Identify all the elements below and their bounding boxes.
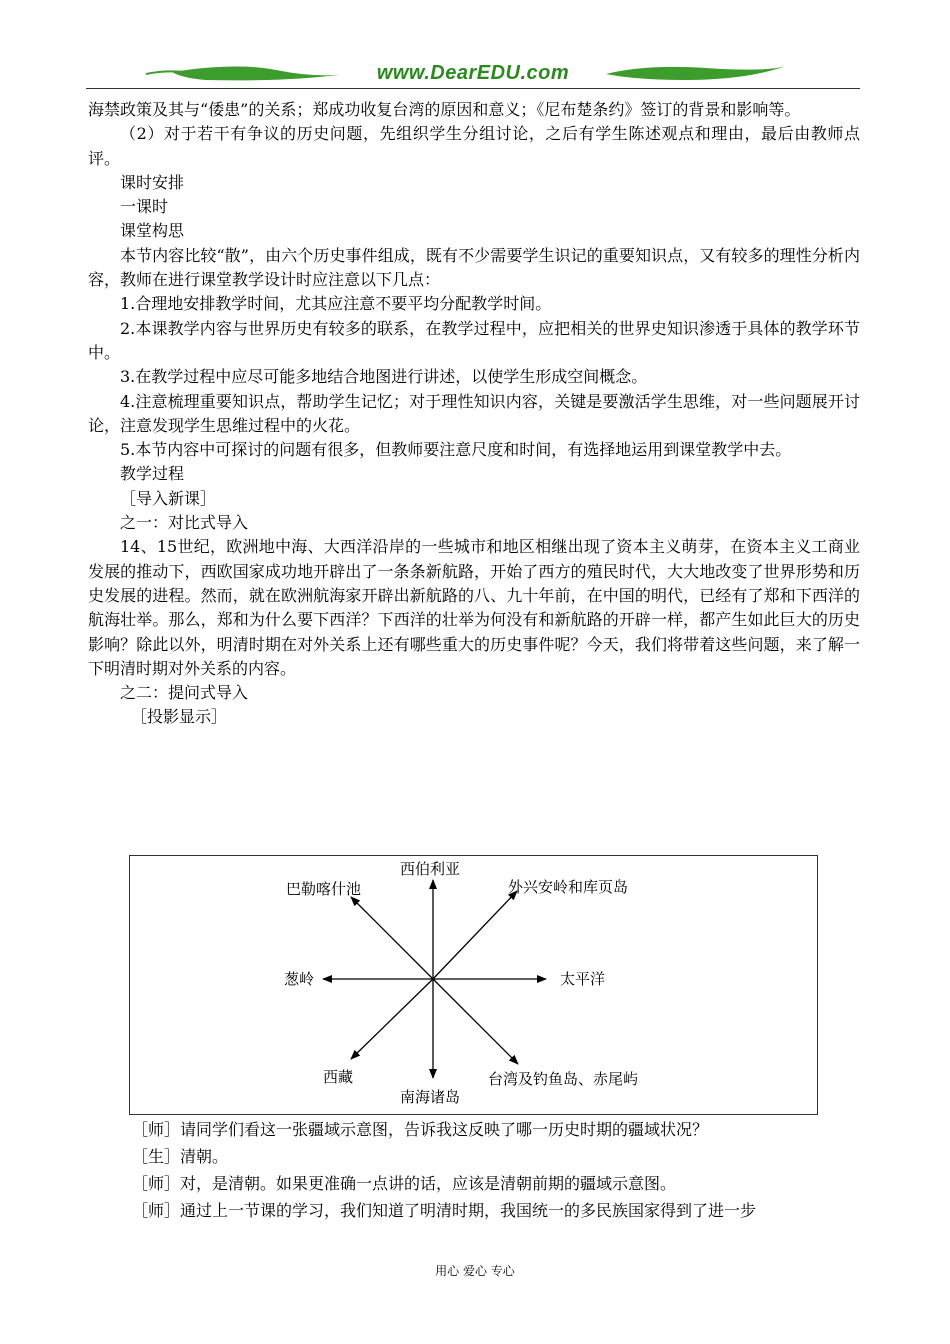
label-southwest: 西藏 bbox=[323, 1068, 354, 1086]
heading-concept: 课堂构思 bbox=[120, 221, 185, 241]
projection-label: ［投影显示］ bbox=[131, 707, 228, 727]
label-west: 葱岭 bbox=[284, 970, 315, 988]
label-northwest: 巴勒喀什池 bbox=[286, 880, 362, 898]
dialog-section bbox=[132, 1116, 860, 1224]
label-northeast: 外兴安岭和库页岛 bbox=[508, 878, 629, 896]
dialog-line: ［师］对，是清朝。如果更准确一点讲的话，应该是清朝前期的疆域示意图。 bbox=[132, 1174, 677, 1193]
label-south: 南海诸岛 bbox=[400, 1088, 461, 1106]
header-divider bbox=[86, 88, 860, 89]
dialog-line: ［师］请同学们看这一张疆域示意图，告诉我这反映了哪一历史时期的疆域状况？ bbox=[132, 1120, 709, 1139]
heading-intro-2: 之二：提问式导入 bbox=[120, 683, 249, 703]
label-southeast: 台湾及钓鱼岛、赤尾屿 bbox=[488, 1070, 639, 1088]
list-item-4: 4.注意梳理重要知识点，帮助学生记忆；对于理性知识内容，关键是要激活学生思维，对一些问题展开讨论，注意发现学生思维过程中的火花。 bbox=[88, 391, 860, 435]
paragraph-14: 14、15世纪，欧洲地中海、大西洋沿岸的一些城市和地区相继出现了资本主义萌芽，在资本主义工商业发展的推动下，西欧国家成功地开辟出了一条条新航路，开始了西方的殖民时代，大大地改变了世界形势和历史发展的进程。然而，就在欧洲航海家开辟出新航路的八、九十年前，在中国的明代，已经有了郑和下西洋的航海壮举。那么，郑和为什么要下西洋？下西洋的壮举为何没有和新航路的开辟一样，都产生如此巨大的历史影响？除此以外，明清时期在对外关系上还有哪些重大的历史事件呢？今天，我们将带着这些问题，来了解一下明清时期对外关系的内容。 bbox=[88, 537, 860, 678]
heading-schedule: 课时安排 bbox=[120, 172, 185, 192]
list-item-3: 3.在教学过程中应尽可能多地结合地图进行讲述，以使学生形成空间概念。 bbox=[120, 367, 648, 387]
list-item-1: 1.合理地安排教学时间，尤其应注意不要平均分配教学时间。 bbox=[120, 294, 552, 314]
label-north: 西伯利亚 bbox=[400, 860, 461, 878]
dialog-line: ［生］清朝。 bbox=[132, 1147, 229, 1166]
document-body bbox=[88, 98, 860, 730]
page-footer: 用心 爱心 专心 bbox=[435, 1264, 515, 1278]
paragraph-0: 海禁政策及其与“倭患”的关系；郑成功收复台湾的原因和意义；《尼布楚条约》签订的背景和影响等。 bbox=[88, 100, 801, 119]
dialog-line: ［师］通过上一节课的学习，我们知道了明清时期，我国统一的多民族国家得到了进一步 bbox=[132, 1201, 757, 1220]
arrow-northeast bbox=[433, 891, 517, 979]
arrow-northwest bbox=[351, 897, 433, 979]
territory-diagram bbox=[129, 855, 818, 1115]
heading-process: 教学过程 bbox=[120, 464, 185, 484]
arrow-southwest bbox=[351, 979, 433, 1059]
paragraph-5: 本节内容比较“散”，由六个历史事件组成，既有不少需要学生识记的重要知识点，又有较多的理性分析内容，教师在进行课堂教学设计时应注意以下几点： bbox=[88, 245, 860, 290]
site-header bbox=[86, 58, 860, 92]
paragraph-1: （2）对于若干有争议的历史问题，先组织学生分组讨论，之后有学生陈述观点和理由，最后由教师点评。 bbox=[88, 124, 860, 168]
arrow-southeast bbox=[433, 979, 518, 1064]
list-item-2: 2.本课教学内容与世界历史有较多的联系，在教学过程中，应把相关的世界史知识渗透于具体的教学环节中。 bbox=[88, 318, 860, 362]
site-logo[interactable]: www.DearEDU.com bbox=[376, 62, 570, 84]
list-item-5: 5.本节内容中可探讨的问题有很多，但教师要注意尺度和时间，有选择地运用到课堂教学中去。 bbox=[120, 440, 792, 460]
label-east: 太平洋 bbox=[560, 970, 606, 988]
heading-intro-1: 之一：对比式导入 bbox=[120, 513, 249, 533]
heading-intro: ［导入新课］ bbox=[120, 488, 217, 508]
paragraph-3: 一课时 bbox=[120, 197, 169, 217]
compass-arrows bbox=[130, 856, 819, 1116]
